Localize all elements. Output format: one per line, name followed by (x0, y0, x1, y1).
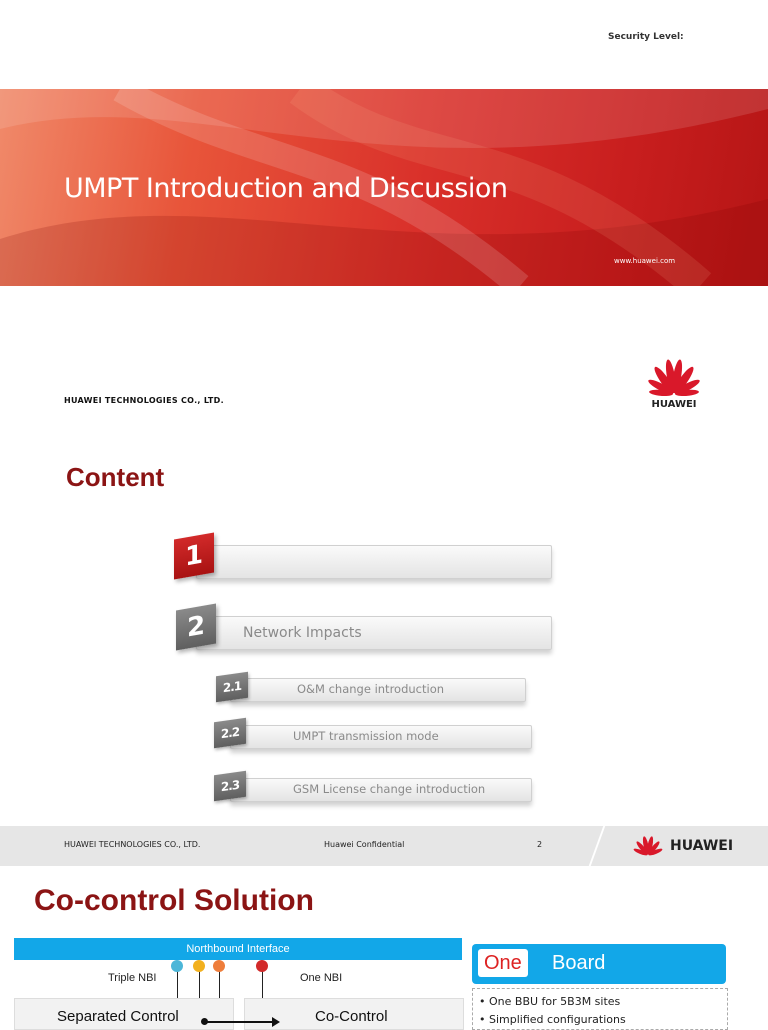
footer-divider (589, 826, 606, 866)
agenda-subitem-2-3-label: GSM License change introduction (293, 782, 486, 796)
content-heading: Content (66, 462, 165, 492)
northbound-interface-bar: Northbound Interface (14, 938, 462, 960)
board-label: Board (552, 952, 606, 974)
security-level-label: Security Level: (608, 32, 684, 42)
logo-wordmark: HUAWEI (651, 399, 697, 410)
agenda-item-1[interactable] (196, 545, 552, 579)
agenda-subitem-2-2[interactable] (230, 725, 532, 749)
interface-dot-blue (171, 960, 183, 972)
interface-dot-orange (213, 960, 225, 972)
one-pill: One (478, 949, 528, 977)
one-board-header (472, 944, 726, 984)
bullet-item: • One BBU for 5B3M sites (479, 995, 621, 1008)
agenda-item-2-label: Network Impacts (243, 625, 362, 641)
interface-dot-red (256, 960, 268, 972)
agenda-subitem-2-3[interactable] (230, 778, 532, 802)
huawei-petals-icon (630, 834, 666, 856)
separated-control-label: Separated Control (57, 1008, 179, 1025)
footer-logo-wordmark: HUAWEI (670, 838, 734, 854)
agenda-number-2-1: 2.1 (216, 672, 248, 702)
cocontrol-heading: Co-control Solution (34, 884, 314, 917)
huawei-petals-icon (640, 356, 708, 396)
company-name: HUAWEI TECHNOLOGIES CO., LTD. (64, 396, 224, 405)
huawei-logo (640, 356, 708, 410)
presentation-title: UMPT Introduction and Discussion (64, 173, 508, 204)
bullet-item: • Simplified configurations (479, 1013, 626, 1026)
agenda-number-2: 2 (176, 603, 216, 650)
agenda-subitem-2-1[interactable] (230, 678, 526, 702)
one-nbi-label: One NBI (300, 972, 343, 984)
footer-page-number: 2 (537, 840, 543, 849)
co-control-label: Co-Control (315, 1008, 388, 1025)
footer-confidential: Huawei Confidential (324, 840, 405, 849)
agenda-subitem-2-2-label: UMPT transmission mode (293, 729, 439, 743)
footer-huawei-logo (630, 834, 734, 861)
slide-footer (0, 826, 768, 866)
agenda-number-2-3: 2.3 (214, 771, 246, 801)
agenda-number-1: 1 (174, 532, 214, 579)
website-link[interactable]: www.huawei.com (614, 257, 676, 265)
arrow-right-icon (272, 1017, 280, 1027)
title-banner (0, 89, 768, 286)
triple-nbi-label: Triple NBI (108, 972, 157, 984)
separated-control-box (14, 998, 234, 1030)
agenda-subitem-2-1-label: O&M change introduction (297, 682, 445, 696)
footer-company: HUAWEI TECHNOLOGIES CO., LTD. (64, 840, 201, 849)
agenda-item-2[interactable] (196, 616, 552, 650)
agenda-number-2-2: 2.2 (214, 718, 246, 748)
interface-dot-yellow (193, 960, 205, 972)
arrow-shaft (204, 1021, 274, 1023)
